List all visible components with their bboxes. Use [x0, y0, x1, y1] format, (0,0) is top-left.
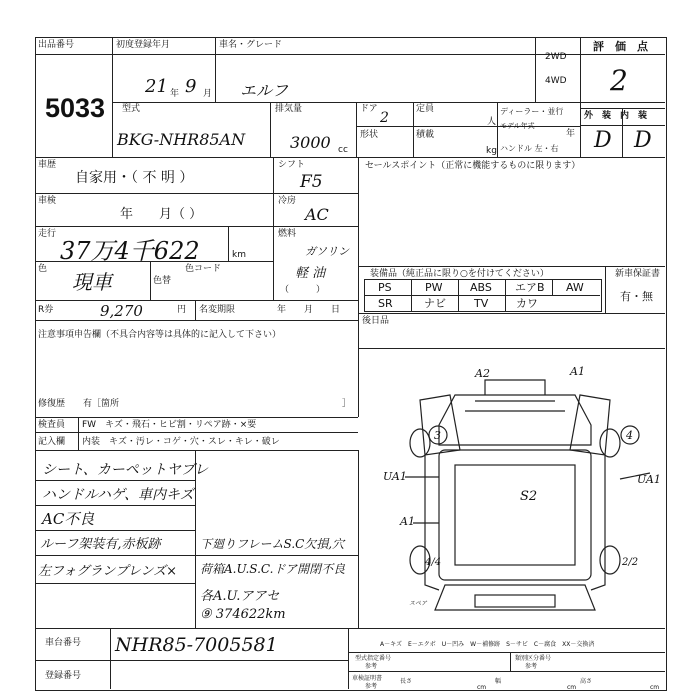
right-note-line-2: 荷箱A.U.S.C.ドア開閉不良 — [200, 562, 346, 576]
diagram-mark-a2: A2 — [475, 367, 490, 380]
inspector-items: FW キズ・飛石・ヒビ割・リペア跡・×要 — [82, 420, 257, 430]
entry-items: 内装 キズ・汚レ・コゲ・穴・スレ・キレ・破レ — [82, 437, 280, 447]
length-unit: cm — [477, 684, 487, 691]
inspector-label: 検査員 — [38, 420, 66, 430]
interior-grade: D — [634, 128, 652, 153]
handle-label: ハンドル 左・右 — [500, 144, 559, 153]
diagram-mark-a1-left: A1 — [400, 515, 415, 528]
mileage-value: 37万4千622 — [60, 237, 200, 265]
right-note-line-1: 下廻りフレームS.C欠損,穴 — [200, 537, 345, 551]
color-code-label: 色コード — [185, 264, 222, 274]
inspection-value: 年 月（ ） — [120, 207, 203, 222]
equipment-abs: ABS — [470, 281, 492, 294]
right-note-line-3: 各A.U.アアセ — [200, 589, 280, 604]
registration-number-label: 登録番号 — [45, 671, 82, 681]
right-note-line-4: ⑨ 374622km — [200, 607, 286, 622]
fuel-other: （ ） — [280, 285, 326, 295]
car-name: エルフ — [240, 81, 289, 100]
damage-legend: A－キズ E－エクボ U－凹み W－補修跡 S－サビ C－腐食 XX－交換済 — [380, 641, 595, 648]
diagram-mark-4-4: 4/4 — [425, 557, 442, 568]
model-year-label: モデル年式 — [500, 122, 535, 130]
equipment-aw: AW — [566, 281, 584, 294]
km-unit: km — [232, 250, 246, 260]
shape-label: 形状 — [360, 130, 379, 140]
equipment-sr: SR — [378, 297, 393, 310]
category-number-label: 類別区分番号 — [515, 655, 552, 662]
diagram-mark-2-2: 2/2 — [622, 557, 639, 568]
4wd-label: 4WD — [545, 76, 567, 86]
sales-point-label: セールスポイント（正常に機能するものに限ります） — [365, 161, 581, 171]
diagram-mark-3: 3 — [434, 429, 441, 442]
grade-label: 評 価 点 — [593, 40, 648, 53]
yen-unit: 円 — [177, 305, 187, 315]
type-designation-label: 型式指定番号 — [355, 655, 392, 662]
displacement-label: 排気量 — [275, 104, 303, 114]
ac-value: AC — [305, 205, 329, 224]
year-unit: 年 — [170, 89, 180, 99]
diagram-mark-s2: S2 — [520, 489, 538, 504]
grade-value: 2 — [610, 64, 628, 97]
dealer-label: ディーラー・並行 — [500, 107, 564, 116]
equipment-navi: ナビ — [424, 297, 446, 310]
later-install-label: 後日品 — [362, 316, 390, 326]
entry-label: 記入欄 — [38, 437, 66, 447]
first-registration-month: 9 — [185, 76, 197, 97]
lot-number-label: 出品番号 — [38, 40, 75, 50]
exterior-interior-label: 外 装 内 装 — [584, 111, 648, 121]
kg-unit: kg — [486, 146, 497, 156]
cc-unit: cc — [338, 145, 348, 155]
diagram-mark-ua1-right: UA1 — [637, 473, 661, 486]
capacity-label: 定員 — [416, 104, 435, 114]
history-value: 自家用・（ 不 明 ） — [75, 170, 194, 186]
ac-label: 冷房 — [278, 196, 297, 206]
displacement-value: 3000 — [290, 133, 331, 152]
model-value: BKG-NHR85AN — [117, 130, 246, 149]
first-registration-year: 21 — [145, 76, 168, 97]
equipment-airbag: エアB — [515, 281, 545, 294]
note-line-3: AC不良 — [42, 510, 95, 528]
load-label: 積載 — [416, 130, 435, 140]
diagram-mark-a1-top: A1 — [570, 365, 585, 378]
note-line-2: ハンドルハゲ、車内キズ — [42, 487, 194, 503]
type-designation-reference: 参考 — [365, 663, 378, 670]
inspection-label: 車検 — [38, 196, 57, 206]
registration-certificate-label: 車検証明書 — [352, 675, 383, 682]
color-label: 色 — [38, 264, 48, 274]
shift-label: シフト — [278, 160, 306, 170]
mileage-label: 走行 — [38, 229, 57, 239]
length-label: 長さ — [400, 678, 413, 685]
diagram-mark-4: 4 — [626, 429, 633, 442]
damage-diagram — [365, 355, 665, 625]
height-unit: cm — [650, 684, 660, 691]
repair-bracket: ］ — [342, 399, 352, 409]
width-label: 幅 — [495, 678, 502, 685]
car-name-label: 車名・グレード — [219, 40, 283, 50]
diagram-mark-ua1-left: UA1 — [383, 470, 407, 483]
color-value: 現車 — [72, 270, 112, 294]
category-reference: 参考 — [525, 663, 538, 670]
equipment-ps: PS — [378, 281, 392, 294]
first-registration-label: 初度登録年月 — [116, 40, 171, 50]
note-line-1: シート、カーペットヤブレ — [42, 462, 209, 478]
registration-certificate-reference: 参考 — [365, 683, 378, 690]
notes-label: 注意事項申告欄（不具合内容等は具体的に記入して下さい） — [38, 330, 282, 340]
name-change-label: 名変期限 — [199, 305, 236, 315]
equipment-label: 装備品（純正品に限り○を付けてください） — [370, 269, 549, 279]
name-change-date: 年 月 日 — [277, 305, 341, 315]
exterior-grade: D — [594, 128, 612, 153]
2wd-label: 2WD — [545, 52, 567, 62]
equipment-pw: PW — [425, 281, 443, 294]
chassis-number: NHR85-7005581 — [115, 634, 278, 656]
person-unit: 人 — [487, 117, 497, 127]
warranty-value: 有・無 — [620, 290, 653, 303]
equipment-tv: TV — [474, 297, 489, 310]
fuel-gasoline: ガソリン — [305, 245, 349, 258]
note-line-4: ルーフ架装有,赤板跡 — [40, 537, 161, 552]
chassis-number-label: 車台番号 — [45, 638, 82, 648]
doors-label: ドア — [360, 104, 378, 114]
recycle-value: 9,270 — [100, 302, 143, 320]
doors-value: 2 — [380, 110, 389, 126]
history-label: 車歴 — [38, 160, 57, 170]
fuel-label: 燃料 — [278, 229, 297, 239]
repair-history-label: 修復歴 有［箇所 — [38, 399, 120, 409]
warranty-label: 新車保証書 — [615, 269, 661, 279]
shift-value: F5 — [300, 172, 323, 192]
color-change-label: 色替 — [153, 276, 172, 286]
height-label: 高さ — [580, 678, 593, 685]
month-unit: 月 — [203, 89, 213, 99]
fuel-diesel: 軽 油 — [295, 266, 326, 281]
note-line-5: 左フォグランプレンズ× — [38, 564, 178, 579]
model-year-unit: 年 — [566, 129, 576, 139]
width-unit: cm — [567, 684, 577, 691]
model-label: 型式 — [122, 104, 141, 114]
spare-label: スペア — [409, 600, 428, 607]
recycle-label: R券 — [38, 305, 54, 315]
lot-number: 5033 — [45, 93, 106, 123]
equipment-leather: カワ — [516, 297, 538, 310]
